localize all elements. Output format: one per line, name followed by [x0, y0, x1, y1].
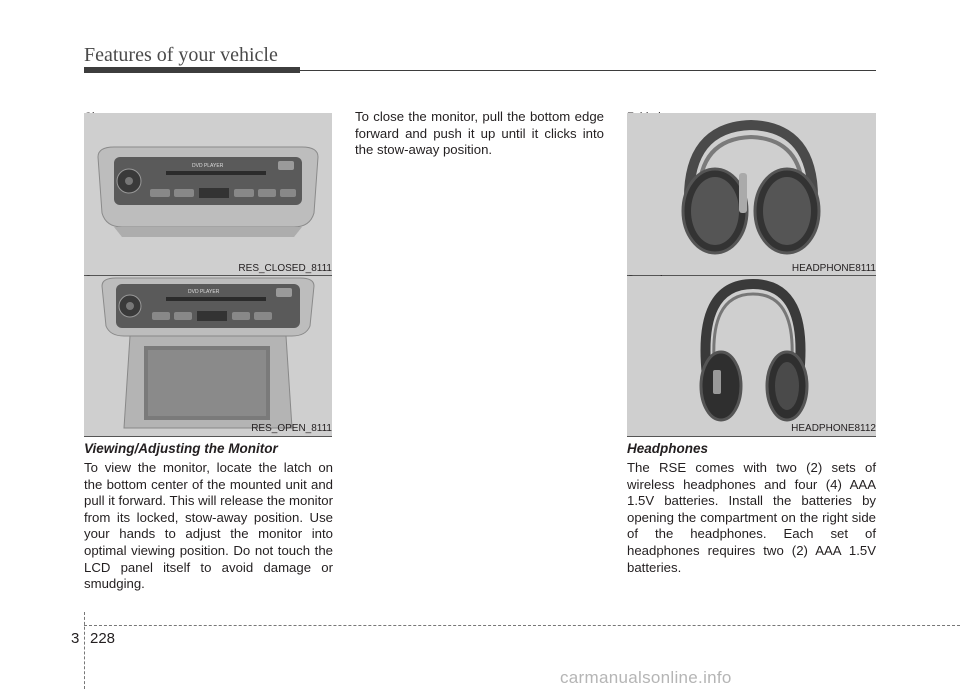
figure-folded-panel [627, 113, 876, 276]
footer-vertical-rule [84, 612, 85, 689]
watermark: carmanualsonline.info [560, 668, 732, 687]
paragraph-closing-monitor: To close the monitor, pull the bottom edge forward and push it up until it clicks into the stow-away position. [355, 109, 604, 158]
chapter-number: 3 [71, 630, 80, 647]
footer-rule [84, 625, 960, 626]
section-heading-headphones: Headphones [627, 441, 709, 456]
figure-code-spread: HEADPHONE8112 [791, 423, 876, 434]
paragraph-viewing: To view the monitor, locate the latch on the bottom center of the mounted unit and pull it forward. This will release the monitor from its locked, stow-away position. Use your hands to adjust the monitor into optimal viewing position. Do not touch the LCD panel itself to avoid damage or smudging. [84, 460, 333, 592]
page-header-title: Features of your vehicle [84, 44, 278, 66]
figure-code-folded: HEADPHONE8111 [791, 263, 876, 274]
dvd-player-label-open: DVD PLAYER [188, 289, 220, 295]
figure-spread-panel [627, 276, 876, 437]
section-heading-viewing: Viewing/Adjusting the Monitor [84, 441, 278, 456]
headphones-spread-illustration [627, 276, 876, 436]
header-bar [84, 67, 300, 73]
header-rule [300, 70, 876, 71]
figure-close-panel [84, 113, 332, 276]
paragraph-headphones: The RSE comes with two (2) sets of wireless headphones and four (4) AAA 1.5V batteries. Install the batteries by opening the compartment on the right side of the headphones. Each set of headphones requires two (2) AAA 1.5V batteries. [627, 460, 876, 575]
dvd-player-label: DVD PLAYER [192, 163, 224, 169]
headphones-folded-illustration [627, 113, 876, 275]
dvd-player-open-illustration [84, 276, 332, 436]
figure-code-open: RES_OPEN_8111 [251, 423, 332, 434]
page-number: 228 [90, 630, 116, 647]
figure-open-panel [84, 276, 332, 437]
figure-code-close: RES_CLOSED_8111 [238, 263, 332, 274]
dvd-player-closed-illustration [84, 113, 332, 275]
